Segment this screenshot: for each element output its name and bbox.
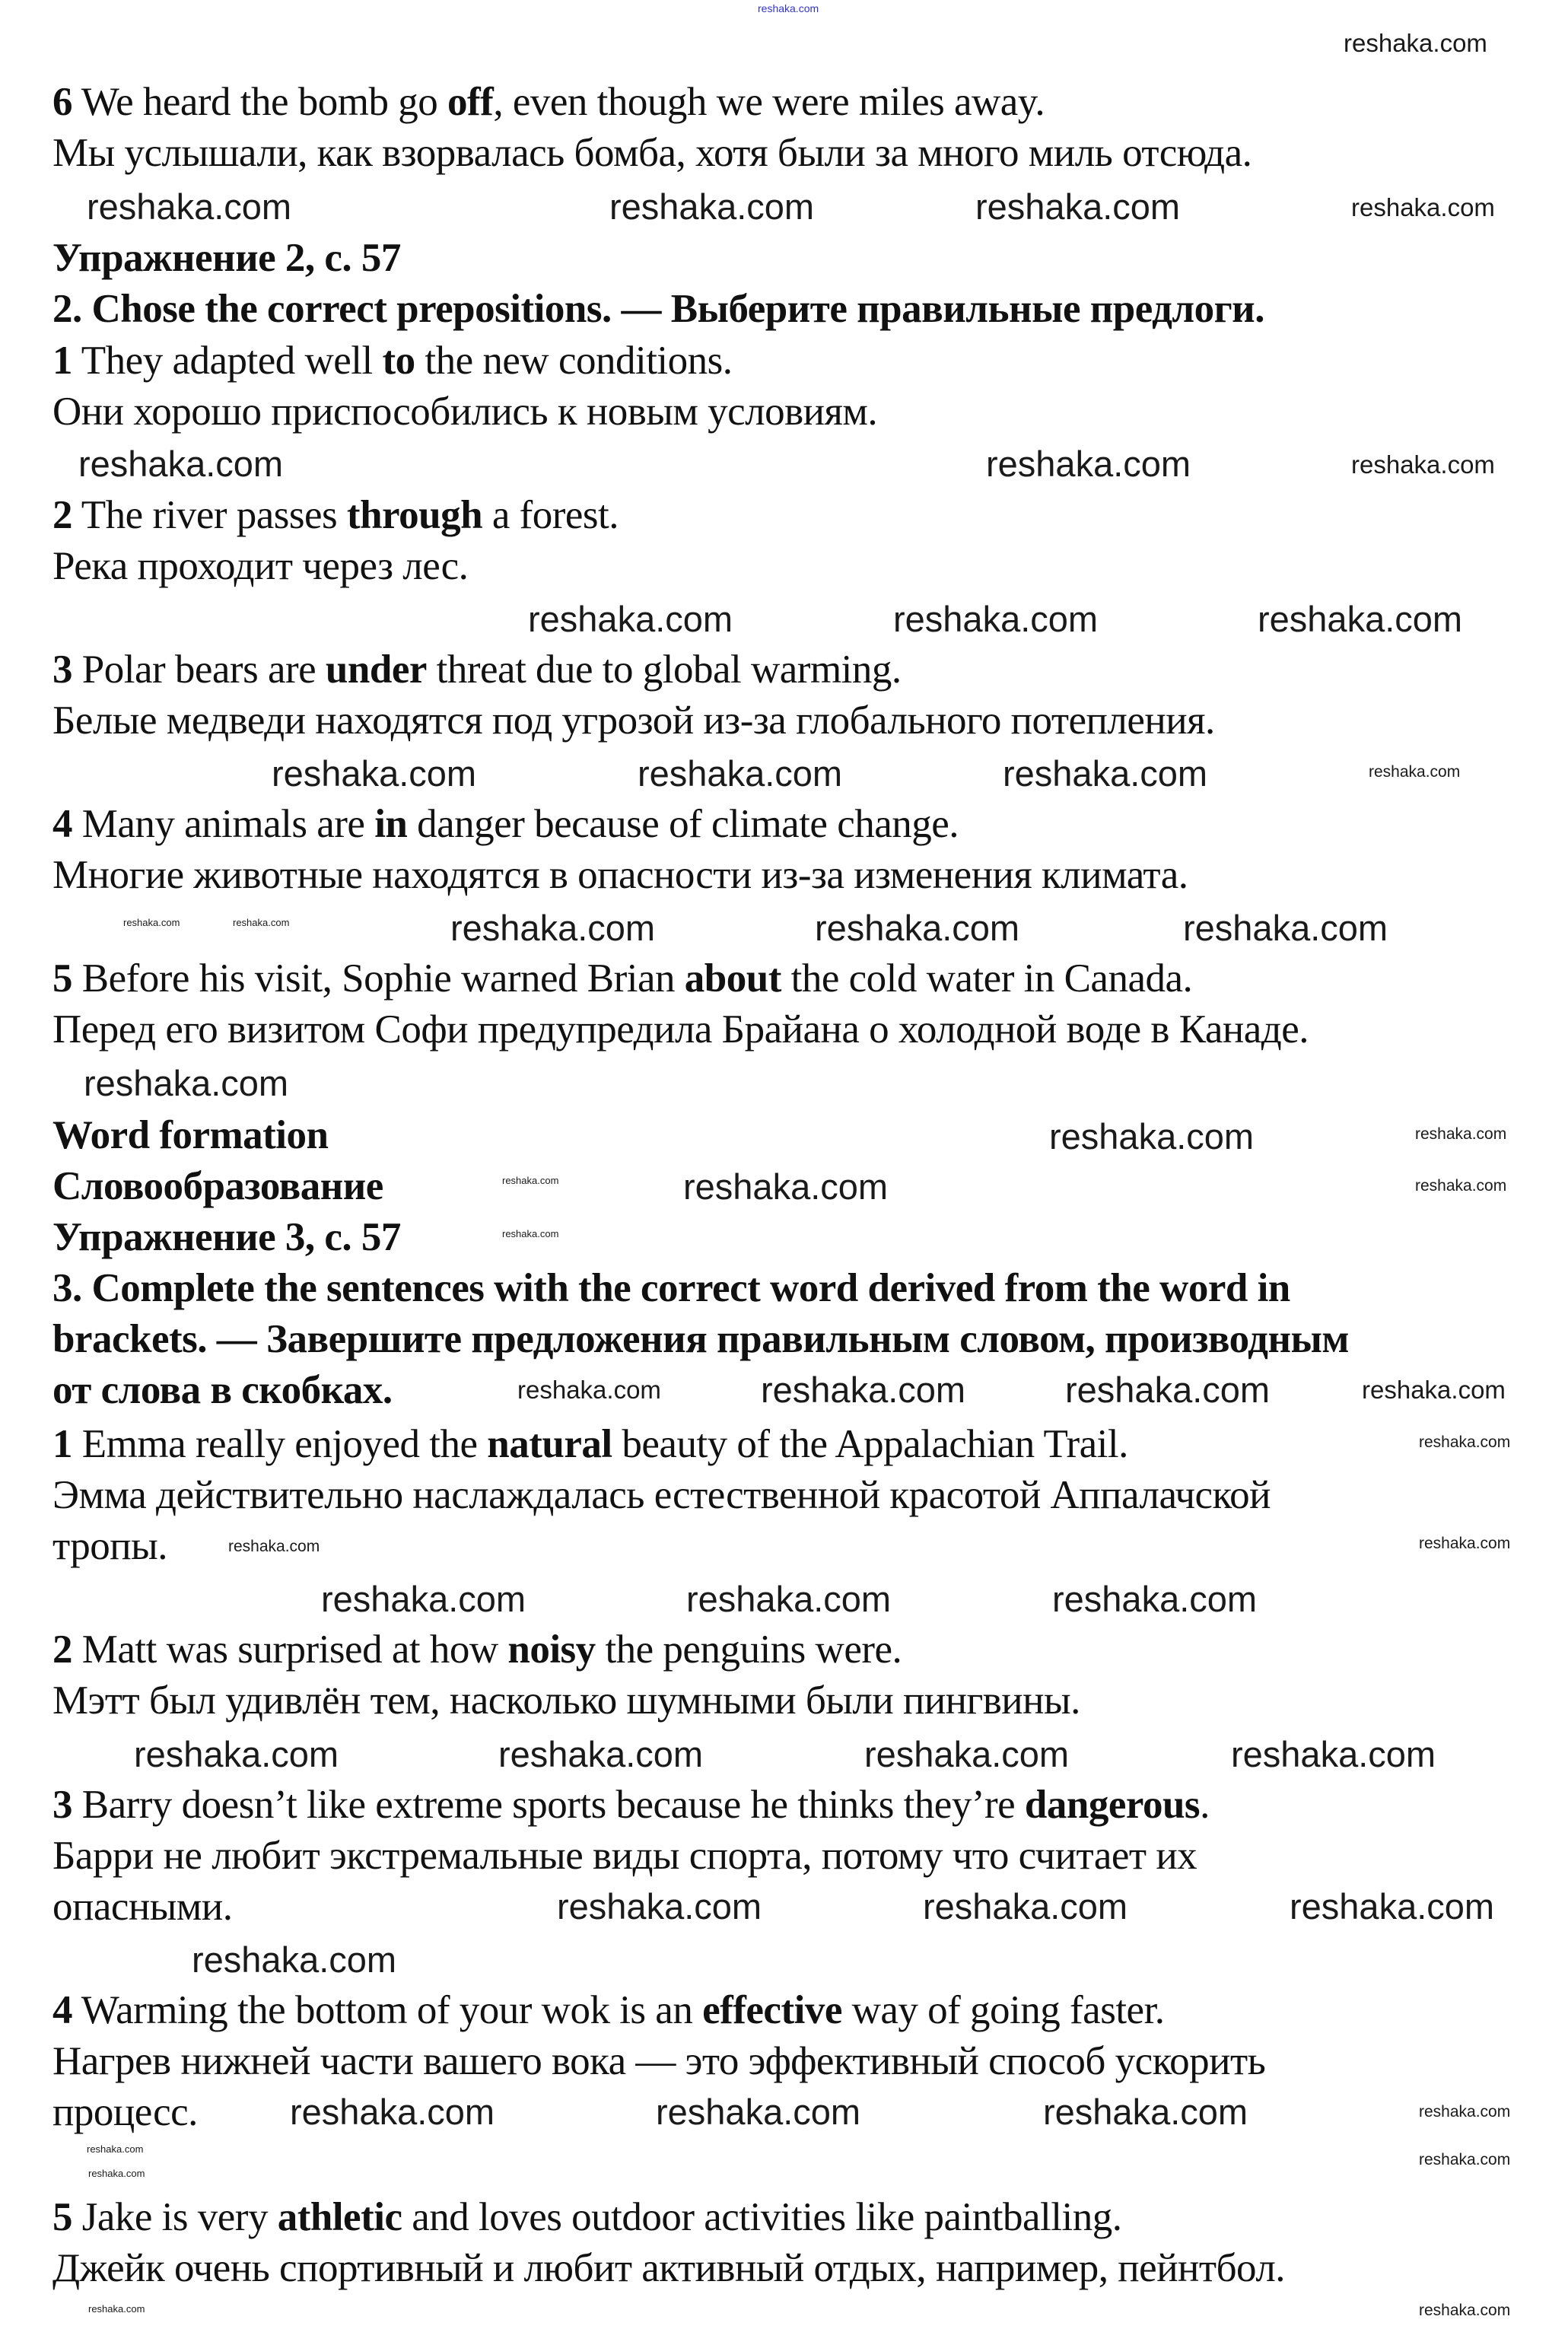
sentence-ru: Перед его визитом Софи предупредила Брайана о холодной воде в Канаде. bbox=[52, 1007, 1309, 1052]
answer-word: off bbox=[447, 80, 494, 124]
watermark: reshaka.com bbox=[192, 1939, 397, 1980]
item-number: 6 bbox=[52, 80, 72, 124]
item-number: 2 bbox=[52, 1627, 72, 1672]
watermark: reshaka.com bbox=[557, 1886, 762, 1927]
sentence-ru: Мы услышали, как взорвалась бомба, хотя были за много миль отсюда. bbox=[52, 131, 1252, 175]
watermark: reshaka.com bbox=[1003, 753, 1208, 794]
watermark: reshaka.com bbox=[272, 753, 477, 794]
text: Barry doesn’t like extreme sports because he thinks they’re bbox=[72, 1783, 1025, 1827]
watermark: reshaka.com bbox=[1351, 193, 1495, 221]
item-number: 4 bbox=[52, 1988, 72, 2032]
sentence-en bbox=[52, 1780, 1210, 1830]
item-number: 2 bbox=[52, 493, 72, 537]
sentence-en bbox=[52, 1419, 1128, 1469]
watermark: reshaka.com bbox=[1362, 1376, 1506, 1404]
text: the penguins were. bbox=[595, 1627, 902, 1672]
watermark: reshaka.com bbox=[1290, 1886, 1495, 1927]
text: Jake is very bbox=[72, 2195, 278, 2239]
text: Matt was surprised at how bbox=[72, 1627, 508, 1672]
watermark: reshaka.com bbox=[228, 1538, 320, 1555]
watermark: reshaka.com bbox=[134, 1734, 339, 1774]
watermark: reshaka.com bbox=[986, 444, 1191, 484]
watermark: reshaka.com bbox=[1183, 908, 1388, 948]
item-number: 3 bbox=[52, 647, 72, 692]
sentence-en bbox=[52, 644, 902, 695]
watermark: reshaka.com bbox=[84, 1063, 289, 1103]
watermark: reshaka.com bbox=[1258, 599, 1463, 639]
section-title-ru: Словообразование bbox=[52, 1164, 383, 1208]
sentence-en bbox=[52, 77, 1045, 127]
item-number: 5 bbox=[52, 956, 72, 1001]
sentence-en bbox=[52, 2192, 1121, 2242]
watermark: reshaka.com bbox=[233, 917, 290, 928]
text: the cold water in Canada. bbox=[781, 956, 1193, 1001]
answer-word: natural bbox=[487, 1422, 612, 1466]
watermark: reshaka.com bbox=[517, 1376, 661, 1404]
text: Many animals are bbox=[72, 802, 375, 846]
exercise-heading: Упражнение 2, с. 57 bbox=[52, 236, 401, 280]
exercise-heading: Упражнение 3, с. 57 bbox=[52, 1215, 401, 1259]
exercise-instruction: 3. Complete the sentences with the correct word derived from the word in bbox=[52, 1266, 1290, 1310]
answer-word: in bbox=[374, 802, 408, 846]
watermark: reshaka.com bbox=[609, 186, 815, 227]
sentence-ru: тропы. bbox=[52, 1524, 168, 1568]
sentence-en bbox=[52, 1624, 902, 1675]
item-number: 5 bbox=[52, 2195, 72, 2239]
answer-word: to bbox=[382, 339, 415, 383]
watermark: reshaka.com bbox=[502, 1228, 559, 1239]
sentence-ru: Барри не любит экстремальные виды спорта, потому что считает их bbox=[52, 1834, 1197, 1878]
text: a forest. bbox=[482, 493, 619, 537]
watermark: reshaka.com bbox=[1052, 1579, 1258, 1619]
watermark: reshaka.com bbox=[758, 2, 819, 14]
text: They adapted well bbox=[72, 339, 383, 383]
watermark: reshaka.com bbox=[88, 2303, 145, 2315]
answer-word: about bbox=[684, 956, 781, 1001]
answer-word: through bbox=[346, 493, 483, 537]
sentence-ru: опасными. bbox=[52, 1885, 233, 1929]
exercise-instruction: от слова в скобках. bbox=[52, 1368, 393, 1412]
watermark: reshaka.com bbox=[1415, 1177, 1507, 1195]
sentence-ru: Нагрев нижней части вашего вока — это эффективный способ ускорить bbox=[52, 2039, 1266, 2083]
exercise-instruction: brackets. — Завершите предложения правильным словом, производным bbox=[52, 1317, 1349, 1361]
text: . bbox=[1200, 1783, 1210, 1827]
watermark: reshaka.com bbox=[87, 186, 292, 227]
answer-word: noisy bbox=[507, 1627, 596, 1672]
watermark: reshaka.com bbox=[656, 2092, 861, 2132]
watermark: reshaka.com bbox=[864, 1734, 1070, 1774]
watermark: reshaka.com bbox=[815, 908, 1020, 948]
text: and loves outdoor activities like paintballing. bbox=[402, 2195, 1122, 2239]
answer-word: effective bbox=[702, 1988, 842, 2032]
watermark: reshaka.com bbox=[1231, 1734, 1436, 1774]
text: beauty of the Appalachian Trail. bbox=[612, 1422, 1128, 1466]
watermark: reshaka.com bbox=[502, 1175, 559, 1186]
watermark: reshaka.com bbox=[683, 1166, 889, 1207]
watermark: reshaka.com bbox=[923, 1886, 1128, 1927]
watermark: reshaka.com bbox=[321, 1579, 526, 1619]
answer-word: dangerous bbox=[1024, 1783, 1201, 1827]
watermark: reshaka.com bbox=[638, 753, 843, 794]
watermark: reshaka.com bbox=[1369, 763, 1461, 781]
watermark: reshaka.com bbox=[78, 444, 284, 484]
watermark: reshaka.com bbox=[1043, 2092, 1248, 2132]
watermark: reshaka.com bbox=[123, 917, 180, 928]
watermark: reshaka.com bbox=[88, 2168, 145, 2179]
watermark: reshaka.com bbox=[1344, 29, 1487, 57]
text: danger because of climate change. bbox=[407, 802, 959, 846]
text: Polar bears are bbox=[72, 647, 326, 692]
watermark: reshaka.com bbox=[1351, 450, 1495, 479]
watermark: reshaka.com bbox=[290, 2092, 495, 2132]
watermark: reshaka.com bbox=[1419, 2151, 1511, 2168]
watermark: reshaka.com bbox=[686, 1579, 892, 1619]
watermark: reshaka.com bbox=[450, 908, 656, 948]
text: threat due to global warming. bbox=[426, 647, 902, 692]
item-number: 1 bbox=[52, 1422, 72, 1466]
sentence-en bbox=[52, 1985, 1165, 2035]
text: The river passes bbox=[72, 493, 347, 537]
text: Warming the bottom of your wok is an bbox=[72, 1988, 703, 2032]
text: We heard the bomb go bbox=[72, 80, 448, 124]
watermark: reshaka.com bbox=[1419, 2103, 1511, 2121]
watermark: reshaka.com bbox=[975, 186, 1181, 227]
sentence-ru: Эмма действительно наслаждалась естественной красотой Аппалачской bbox=[52, 1473, 1271, 1517]
exercise-instruction: 2. Chose the correct prepositions. — Выберите правильные предлоги. bbox=[52, 287, 1264, 331]
sentence-en bbox=[52, 953, 1192, 1004]
sentence-ru: Многие животные находятся в опасности из-за изменения климата. bbox=[52, 853, 1188, 897]
item-number: 4 bbox=[52, 802, 72, 846]
sentence-ru: Река проходит через лес. bbox=[52, 544, 469, 588]
watermark: reshaka.com bbox=[498, 1734, 704, 1774]
watermark: reshaka.com bbox=[1415, 1125, 1507, 1143]
text: , even though we were miles away. bbox=[493, 80, 1045, 124]
watermark: reshaka.com bbox=[1419, 1535, 1511, 1552]
watermark: reshaka.com bbox=[87, 2143, 144, 2155]
text: way of going faster. bbox=[841, 1988, 1165, 2032]
watermark: reshaka.com bbox=[528, 599, 733, 639]
watermark: reshaka.com bbox=[1049, 1116, 1255, 1157]
sentence-ru: Белые медведи находятся под угрозой из-за глобального потепления. bbox=[52, 698, 1215, 743]
text: Before his visit, Sophie warned Brian bbox=[72, 956, 685, 1001]
watermark: reshaka.com bbox=[1419, 2302, 1511, 2319]
sentence-ru: Они хорошо приспособились к новым условиям. bbox=[52, 390, 878, 434]
watermark: reshaka.com bbox=[761, 1370, 966, 1410]
watermark: reshaka.com bbox=[1419, 1433, 1511, 1451]
watermark: reshaka.com bbox=[1065, 1370, 1271, 1410]
section-title-en: Word formation bbox=[52, 1113, 329, 1157]
answer-word: under bbox=[325, 647, 427, 692]
text: the new conditions. bbox=[415, 339, 733, 383]
sentence-ru: процесс. bbox=[52, 2090, 198, 2134]
item-number: 1 bbox=[52, 339, 72, 383]
sentence-en bbox=[52, 799, 959, 849]
sentence-ru: Джейк очень спортивный и любит активный отдых, например, пейнтбол. bbox=[52, 2246, 1286, 2290]
sentence-en bbox=[52, 336, 733, 386]
watermark: reshaka.com bbox=[893, 599, 1099, 639]
sentence-ru: Мэтт был удивлён тем, насколько шумными были пингвины. bbox=[52, 1678, 1080, 1723]
answer-word: athletic bbox=[277, 2195, 402, 2239]
sentence-en bbox=[52, 490, 619, 540]
text: Emma really enjoyed the bbox=[72, 1422, 488, 1466]
item-number: 3 bbox=[52, 1783, 72, 1827]
